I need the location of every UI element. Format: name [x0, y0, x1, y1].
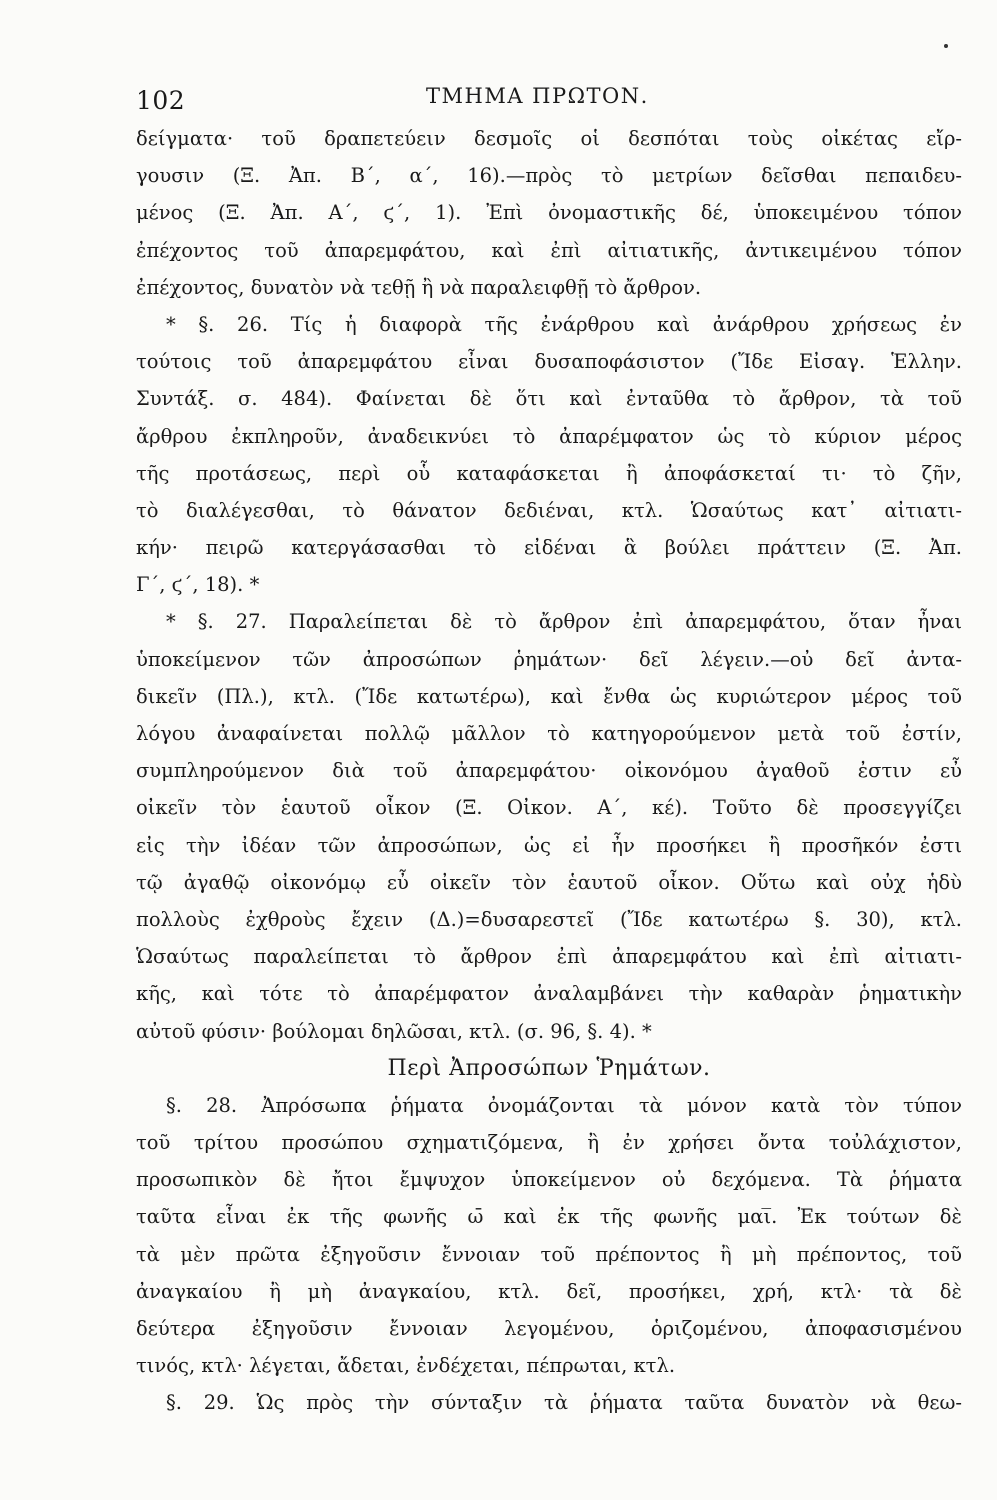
text-line: τινός, κτλ· λέγεται, ἄδεται, ἐνδέχεται, πέπρωται, κτλ.	[136, 1354, 676, 1378]
page-number: 102	[136, 86, 186, 115]
text-line: λόγου ἀναφαίνεται πολλῷ μᾶλλον τὸ κατηγορούμενον μετὰ τοῦ ἐστίν,	[136, 722, 962, 745]
text-line: τῷ ἀγαθῷ οἰκονόμῳ εὖ οἰκεῖν τὸν ἑαυτοῦ οἶκον. Οὕτω καὶ οὐχ ἡδὺ	[136, 870, 962, 894]
text-line: μένος (Ξ. Ἀπ. Α΄, ϛ΄, 1). Ἐπὶ ὀνομαστικῆς δέ, ὑποκειμένου τόπον	[136, 201, 962, 225]
text-line: τούτοις τοῦ ἀπαρεμφάτου εἶναι δυσαποφάσιστον (Ἴδε Εἰσαγ. Ἑλλην.	[136, 350, 962, 374]
text-line: αὐτοῦ φύσιν· βούλομαι δηλῶσαι, κτλ. (σ. 96, §. 4). *	[136, 1019, 652, 1043]
text-line: ἄρθρου ἐκπληροῦν, ἀναδεικνύει τὸ ἀπαρέμφατον ὡς τὸ κύριον μέρος	[136, 424, 962, 448]
text-line: οἰκεῖν τὸν ἑαυτοῦ οἶκον (Ξ. Οἰκον. Α΄, κέ). Τοῦτο δὲ προσεγγίζει	[136, 796, 962, 820]
page-speck	[944, 44, 948, 48]
text-line: τῆς προτάσεως, περὶ οὗ καταφάσκεται ἢ ἀποφάσκεταί τι· τὸ ζῆν,	[136, 461, 962, 485]
text-line: δείγματα· τοῦ δραπετεύειν δεσμοῖς οἱ δεσπόται τοὺς οἰκέτας εἴρ-	[136, 127, 962, 150]
text-line: δικεῖν (Πλ.), κτλ. (Ἴδε κατωτέρω), καὶ ἔνθα ὡς κυριώτερον μέρος τοῦ	[136, 684, 962, 708]
text-line: πολλοὺς ἐχθροὺς ἔχειν (Δ.)=δυσαρεστεῖ (Ἴδε κατωτέρω §. 30), κτλ.	[136, 907, 962, 931]
text-line: Ὡσαύτως παραλείπεται τὸ ἄρθρον ἐπὶ ἀπαρεμφάτου καὶ ἐπὶ αἰτιατι-	[136, 945, 962, 969]
text-line: γουσιν (Ξ. Ἀπ. Β΄, α΄, 16).—πρὸς τὸ μετρίων δεῖσθαι πεπαιδευ-	[136, 164, 962, 188]
text-line: τὰ μὲν πρῶτα ἐξηγοῦσιν ἔννοιαν τοῦ πρέποντος ἢ μὴ πρέποντος, τοῦ	[136, 1242, 962, 1266]
text-line: κήν· πειρῶ κατεργάσασθαι τὸ εἰδέναι ἃ βούλει πράττειν (Ξ. Ἀπ.	[136, 536, 962, 560]
text-line: εἰς τὴν ἰδέαν τῶν ἀπροσώπων, ὡς εἰ ἦν προσήκει ἢ προσῆκόν ἐστι	[136, 833, 962, 857]
text-line: κῆς, καὶ τότε τὸ ἀπαρέμφατον ἀναλαμβάνει τὴν καθαρὰν ῥηματικὴν	[136, 982, 962, 1006]
page-header	[136, 78, 962, 122]
text-line: συμπληρούμενον διὰ τοῦ ἀπαρεμφάτου· οἰκονόμου ἀγαθοῦ ἐστιν εὖ	[136, 759, 962, 783]
text-line: ταῦτα εἶναι ἐκ τῆς φωνῆς ω̄ καὶ ἐκ τῆς φωνῆς μαι̅. Ἐκ τούτων δὲ	[136, 1205, 962, 1229]
paragraph-28-start: §. 28. Ἀπρόσωπα ῥήματα ὀνομάζονται τὰ μόνον κατὰ τὸν τύπον	[166, 1093, 962, 1117]
paragraph-29-start: §. 29. Ὡς πρὸς τὴν σύνταξιν τὰ ῥήματα ταῦτα δυνατὸν νὰ θεω-	[166, 1391, 962, 1415]
text-line: ὑποκείμενον τῶν ἀπροσώπων ῥημάτων· δεῖ λέγειν.—οὐ δεῖ ἀντα-	[136, 647, 962, 671]
running-title: ΤΜΗΜΑ ΠΡΩΤΟΝ.	[426, 84, 649, 108]
paragraph-26-start: * §. 26. Τίς ἡ διαφορὰ τῆς ἐνάρθρου καὶ ἀνάρθρου χρήσεως ἐν	[166, 312, 962, 336]
text-line: τὸ διαλέγεσθαι, τὸ θάνατον δεδιέναι, κτλ. Ὡσαύτως κατ᾽ αἰτιατι-	[136, 498, 962, 522]
text-line: ἐπέχοντος, δυνατὸν νὰ τεθῇ ἢ νὰ παραλειφθῇ τὸ ἄρθρον.	[136, 275, 702, 299]
text-line: προσωπικὸν δὲ ἤτοι ἔμψυχον ὑποκείμενον οὐ δεχόμενα. Τὰ ῥήματα	[136, 1168, 962, 1192]
text-line: Συντάξ. σ. 484). Φαίνεται δὲ ὅτι καὶ ἐνταῦθα τὸ ἄρθρον, τὰ τοῦ	[136, 387, 962, 411]
text-line: Γ΄, ϛ΄, 18). *	[136, 573, 260, 597]
text-line: ἐπέχοντος τοῦ ἀπαρεμφάτου, καὶ ἐπὶ αἰτιατικῆς, ἀντικειμένου τόπον	[136, 238, 962, 262]
body-text	[136, 120, 962, 1422]
text-line: ἀναγκαίου ἢ μὴ ἀναγκαίου, κτλ. δεῖ, προσήκει, χρή, κτλ· τὰ δὲ	[136, 1279, 962, 1303]
section-heading: Περὶ Ἀπροσώπων Ῥημάτων.	[387, 1055, 711, 1081]
paragraph-27-start: * §. 27. Παραλείπεται δὲ τὸ ἄρθρον ἐπὶ ἀπαρεμφάτου, ὅταν ἦναι	[166, 610, 962, 634]
text-line: δεύτερα ἐξηγοῦσιν ἔννοιαν λεγομένου, ὁριζομένου, ἀποφασισμένου	[136, 1317, 962, 1340]
text-line: τοῦ τρίτου προσώπου σχηματιζόμενα, ἢ ἐν χρήσει ὄντα τοὐλάχιστον,	[136, 1131, 962, 1155]
